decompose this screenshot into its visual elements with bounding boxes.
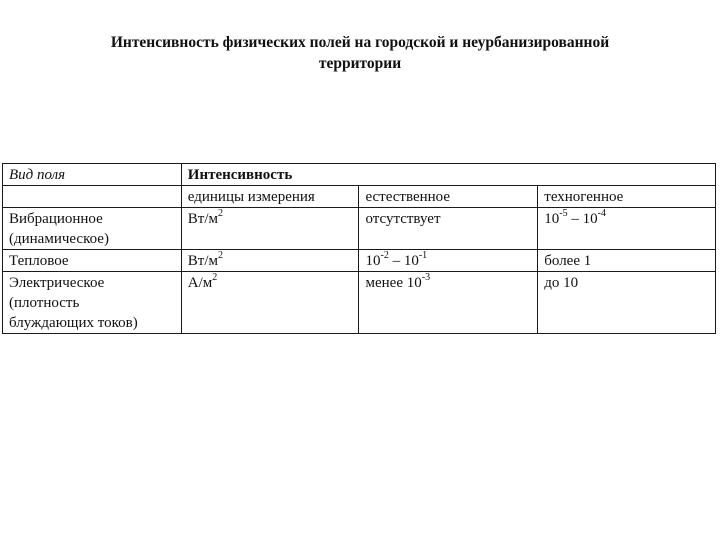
natural-base: 10: [365, 253, 381, 269]
header-field-type: Вид поля: [3, 164, 182, 186]
field-type-line: (динамическое): [9, 231, 109, 247]
table-header-row-1: [3, 164, 716, 186]
unit-cell: [181, 272, 359, 334]
header-empty-cell: [3, 186, 182, 208]
field-type-line: Электрическое: [9, 275, 105, 291]
header-technogenic: техногенное: [538, 186, 716, 208]
field-type-cell: [3, 208, 182, 250]
unit-base: Вт/м: [187, 253, 219, 269]
natural-base: менее 10: [365, 275, 422, 291]
unit-base: А/м: [187, 275, 213, 291]
natural-cell: [359, 208, 538, 250]
unit-base: Вт/м: [187, 211, 219, 227]
natural-exponent: -1: [418, 250, 428, 261]
table-row: [3, 250, 716, 272]
field-type-line: Тепловое: [9, 253, 69, 269]
natural-exponent: -3: [421, 272, 431, 283]
tech-value: до 10: [544, 275, 579, 291]
technogenic-cell: [538, 272, 716, 334]
table-row: [3, 208, 716, 250]
field-type-cell: [3, 250, 182, 272]
header-natural: естественное: [359, 186, 538, 208]
document-title: [0, 32, 720, 74]
field-type-line: Вибрационное: [9, 211, 103, 227]
natural-value: отсутствует: [365, 211, 441, 227]
natural-cell: [359, 272, 538, 334]
title-line-1: Интенсивность физических полей на городской и неурбанизированной: [110, 34, 610, 51]
natural-exponent: -2: [380, 250, 389, 261]
tech-base: 10: [544, 211, 560, 227]
technogenic-cell: [538, 208, 716, 250]
tech-mid: – 10: [567, 211, 598, 227]
unit-cell: [181, 250, 359, 272]
unit-exponent: 2: [218, 250, 224, 261]
unit-exponent: 2: [218, 208, 224, 219]
field-type-line: блуждающих токов): [9, 315, 138, 331]
unit-cell: [181, 208, 359, 250]
natural-mid: – 10: [388, 253, 419, 269]
header-intensity: Интенсивность: [181, 164, 715, 186]
technogenic-cell: [538, 250, 716, 272]
natural-cell: [359, 250, 538, 272]
tech-value: более 1: [544, 253, 592, 269]
table-header-row-2: [3, 186, 716, 208]
title-line-2: территории: [318, 55, 402, 72]
tech-exponent: -4: [597, 208, 606, 219]
header-units: единицы измерения: [181, 186, 359, 208]
tech-exponent: -5: [559, 208, 568, 219]
field-type-line: (плотность: [9, 295, 80, 311]
unit-exponent: 2: [212, 272, 218, 283]
field-type-cell: [3, 272, 182, 334]
field-intensity-table: [2, 163, 716, 334]
table-row: [3, 272, 716, 334]
